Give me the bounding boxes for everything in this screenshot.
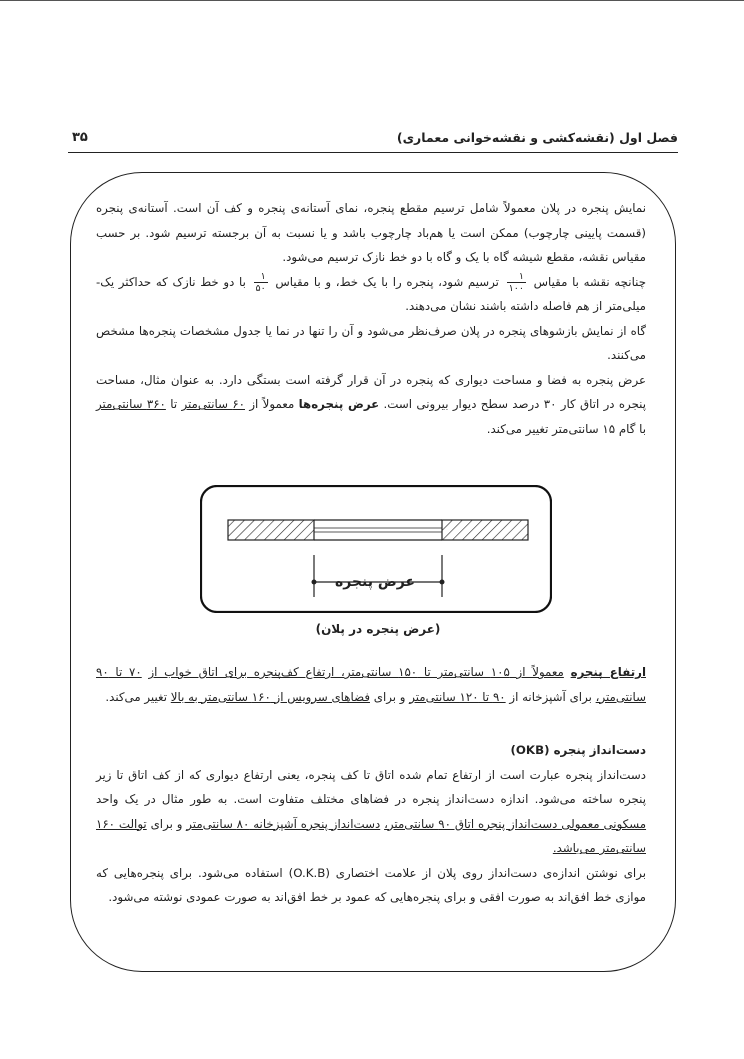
section-heading-okb: دست‌انداز پنجره (OKB) — [510, 743, 646, 757]
width-max-underlined: ۳۶۰ سانتی‌متر — [96, 397, 166, 411]
scale-text-b: ترسیم شود، پنجره را با یک خط، و با مقیاس — [275, 274, 499, 289]
paragraph-window-height — [96, 660, 646, 709]
height-bold-term: ارتفاع پنجره — [570, 665, 646, 679]
right-wall — [442, 520, 528, 540]
scale-text-c: با دو خط نازک که حداکثر یک-میلی‌متر از هم فاصله داشته باشند نشان می‌دهند. — [96, 274, 646, 313]
width-text-b: معمولاً از — [249, 397, 295, 411]
width-text-d: با گام ۱۵ سانتی‌متر تغییر می‌کند. — [486, 421, 646, 436]
width-text-c: تا — [170, 397, 178, 411]
text-block-3 — [96, 738, 646, 910]
paragraph-okb-definition — [96, 763, 646, 861]
fraction-denominator: ۵۰ — [255, 282, 266, 294]
okb-text-a: دست‌انداز پنجره عبارت است از ارتفاع تمام شده اتاق تا کف پنجره، یعنی ارتفاع دیواری که از کف اتاق تا زیر پنجره ساخته می‌شود. اندازه دست‌انداز پنجره در فضاهای مختلف متفاوت است. به طور مثال در یک واحد — [96, 767, 646, 806]
text-block-2 — [96, 660, 646, 709]
height-kitchen-underlined: ۹۰ تا ۱۲۰ سانتی‌متر — [409, 689, 506, 704]
figure-frame — [201, 486, 551, 612]
height-text-c: و برای — [373, 689, 406, 704]
okb-kitchen-underlined: دست‌انداز پنجره آشپزخانه ۸۰ سانتی‌متر — [186, 816, 381, 831]
top-rule — [0, 0, 744, 1]
height-text-a: معمولاً از ۱۰۵ سانتی‌متر تا ۱۵۰ سانتی‌متر، ارتفاع کف‌پنجره برای اتاق خواب از — [148, 665, 564, 679]
height-text-d: تغییر می‌کند. — [105, 689, 168, 704]
height-text-b: برای آشپزخانه از — [509, 689, 592, 704]
paragraph-scale — [96, 270, 646, 319]
page-header — [68, 130, 678, 153]
okb-text-b: و برای — [150, 816, 183, 831]
width-bold-term: عرض پنجره‌ها — [298, 397, 380, 411]
window-plan-drawing — [200, 485, 552, 613]
height-bedroom-underlined: ۷۰ تا ۹۰ سانتی‌متر، — [96, 665, 646, 704]
fraction-numerator: ۱ — [507, 271, 526, 283]
paragraph-glass: نمایش پنجره در پلان معمولاً شامل ترسیم مقطع پنجره، نمای آستانه‌ی پنجره و کف آن است. آستانه‌ی پنجره (قسمت پایینی چارچوب) ممکن است یا هم‌باد چارچوب باشد و یا نسبت به آن برجسته ترسیم شود. بر حسب مقیاس نقشه، مقطع شیشه گاه با یک و گاه با دو خط نازک ترسیم می‌شود. — [96, 201, 646, 264]
fraction-1-100 — [507, 271, 526, 294]
scale-text-a: چنانچه نقشه با مقیاس — [533, 274, 647, 289]
figure-dimension-label: عرض پنجره — [334, 574, 415, 590]
text-block-1 — [96, 196, 646, 441]
left-wall — [228, 520, 314, 540]
figure-caption: (عرض پنجره در پلان) — [315, 622, 441, 636]
chapter-title: فصل اول (نقشه‌کشی و نقشه‌خوانی معماری) — [396, 130, 678, 145]
fraction-numerator: ۱ — [254, 271, 268, 283]
dimension-dot — [440, 580, 445, 585]
fraction-denominator: ۱۰۰ — [508, 282, 524, 294]
okb-toilet-underlined: توالت ۱۶۰ سانتی‌متر می‌باشد. — [96, 816, 646, 855]
dimension-dot — [312, 580, 317, 585]
paragraph-okb-notation: برای نوشتن اندازه‌ی دست‌انداز روی پلان از علامت اختصاری (O.K.B) استفاده می‌شود. برای پنجره‌هایی که موازی خط افق‌اند به صورت افقی و برای پنجره‌هایی که عمود بر خط افق‌اند به صورت عمودی نوشته می‌شود. — [96, 865, 646, 904]
height-service-underlined: فضاهای سرویس از ۱۶۰ سانتی‌متر به بالا — [170, 689, 370, 704]
window-plan-figure — [200, 485, 552, 613]
page-number: ۳۵ — [72, 130, 88, 145]
fraction-1-50 — [254, 271, 268, 294]
width-min-underlined: ۶۰ سانتی‌متر — [181, 397, 245, 411]
paragraph-window-width — [96, 368, 646, 442]
width-text-a: عرض پنجره به فضا و مساحت دیواری که پنجره در آن قرار گرفته است بستگی دارد. به عنوان مثال، مساحت پنجره در اتاق کار ۳۰ درصد سطح دیوار بیرونی است. — [96, 372, 647, 411]
okb-room-underlined: مسکونی معمولی دست‌انداز پنجره اتاق ۹۰ سانتی‌متر، — [384, 816, 647, 831]
paragraph-openings: گاه از نمایش بازشوهای پنجره در پلان صرف‌نظر می‌شود و آن را تنها در نما یا جدول مشخصات پنجره‌ها مشخص می‌کنند. — [96, 323, 646, 362]
